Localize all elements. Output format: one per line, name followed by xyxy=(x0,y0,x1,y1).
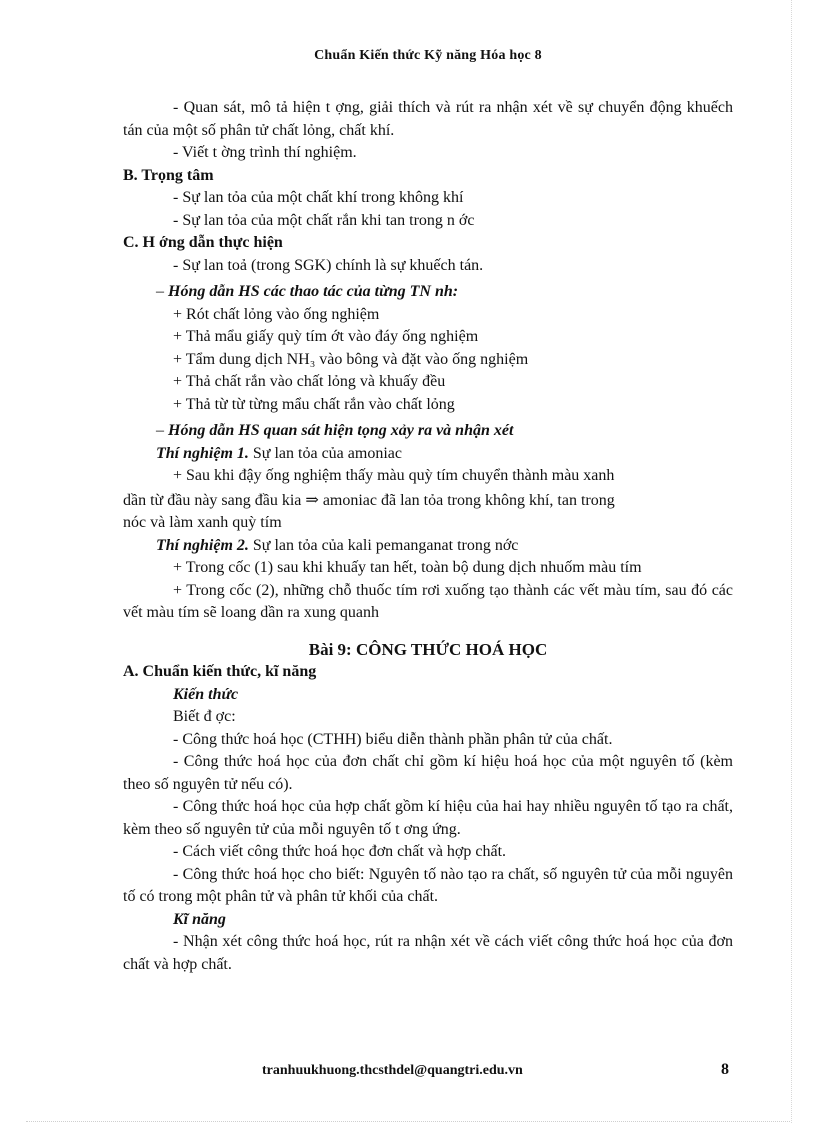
experiment-1-title: Thí nghiệm 1. Sự lan tỏa của amoniac xyxy=(156,444,402,462)
intro-line-observe: - Quan sát, mô tả hiện t ợng, giải thích và rút ra nhận xét về sự chuyển động khuếch tán của một số phân tử chất lỏng, chất khí. xyxy=(123,99,733,139)
section-c-line: - Sự lan toả (trong SGK) chính là sự khuếch tán. xyxy=(173,256,484,274)
section-b-item: - Sự lan tỏa của một chất rắn khi tan trong n ớc xyxy=(173,211,475,229)
operation-step: + Thả mẩu giấy quỳ tím ớt vào đáy ống nghiệm xyxy=(173,328,479,345)
guide-operations-heading: – Hóng dẫn HS các thao tác của từng TN nh: xyxy=(156,283,459,300)
knowledge-heading: Kiến thức xyxy=(173,685,239,703)
operation-step: + Thả chất rắn vào chất lỏng và khuấy đều xyxy=(173,373,446,390)
implies-arrow: ⇒ xyxy=(305,491,319,509)
experiment-1-line: dần từ đầu này sang đầu kia ⇒ amoniac đã lan tỏa trong không khí, tan trong xyxy=(123,491,615,509)
knowledge-item: - Công thức hoá học của đơn chất chỉ gồm kí hiệu hoá học của một nguyên tố (kèm theo số nguyên tử nếu có). xyxy=(123,753,733,793)
operation-step: + Thả từ từ từng mẩu chất rắn vào chất lỏng xyxy=(173,395,455,413)
operation-step: + Rót chất lỏng vào ống nghiệm xyxy=(173,305,380,323)
page-number: 8 xyxy=(721,1061,729,1078)
experiment-2-line: + Trong cốc (2), những chỗ thuốc tím rơi xuống tạo thành các vết màu tím, sau đó các vết màu tím sẽ loang dần ra xung quanh xyxy=(123,581,733,621)
lesson-a-heading: A. Chuẩn kiến thức, kĩ năng xyxy=(123,663,317,680)
knowledge-item: - Công thức hoá học (CTHH) biểu diễn thành phần phân tử của chất. xyxy=(173,730,613,748)
knowledge-intro: Biết đ ợc: xyxy=(173,708,236,725)
page-right-divider xyxy=(791,0,792,1123)
experiment-2-title: Thí nghiệm 2. Sự lan tỏa của kali pemanganat trong nớc xyxy=(156,536,519,554)
section-b-item: - Sự lan tỏa của một chất khí trong không khí xyxy=(173,189,464,206)
page-content xyxy=(123,97,733,976)
experiment-1-line: nóc và làm xanh quỳ tím xyxy=(123,514,282,531)
skills-item: - Nhận xét công thức hoá học, rút ra nhận xét về cách viết công thức hoá học của đơn chất và hợp chất. xyxy=(123,933,733,973)
section-b-heading: B. Trọng tâm xyxy=(123,166,214,184)
intro-line-report: - Viết t ờng trình thí nghiệm. xyxy=(173,144,357,161)
knowledge-item: - Công thức hoá học của hợp chất gồm kí hiệu của hai hay nhiều nguyên tố tạo ra chất, kèm theo số nguyên tử của mỗi nguyên tố t ơng ứng. xyxy=(123,798,733,838)
experiment-2-line: + Trong cốc (1) sau khi khuấy tan hết, toàn bộ dung dịch nhuốm màu tím xyxy=(173,559,642,576)
knowledge-item: - Công thức hoá học cho biết: Nguyên tố nào tạo ra chất, số nguyên tử của mỗi nguyên tố có trong một phân tử và phân tử khối của chất. xyxy=(123,865,733,905)
knowledge-item: - Cách viết công thức hoá học đơn chất và hợp chất. xyxy=(173,843,507,860)
footer-email: tranhuukhuong.thcsthdel@quangtri.edu.vn xyxy=(262,1063,523,1078)
operation-step: + Tẩm dung dịch NH₃ vào bông và đặt vào ống nghiệm xyxy=(173,350,529,368)
lesson-title: Bài 9: CÔNG THỨC HOÁ HỌC xyxy=(308,639,548,659)
spacer xyxy=(123,625,733,639)
page-header: Chuẩn Kiến thức Kỹ năng Hóa học 8 xyxy=(314,48,542,63)
guide-observe-heading: – Hóng dẫn HS quan sát hiện tọng xảy ra và nhận xét xyxy=(156,422,514,439)
experiment-1-line: + Sau khi đậy ống nghiệm thấy màu quỳ tím chuyển thành màu xanh xyxy=(173,467,615,484)
section-c-heading: C. H ớng dẫn thực hiện xyxy=(123,234,283,251)
skills-heading: Kĩ năng xyxy=(173,910,226,928)
page-bottom-divider xyxy=(26,1121,790,1122)
